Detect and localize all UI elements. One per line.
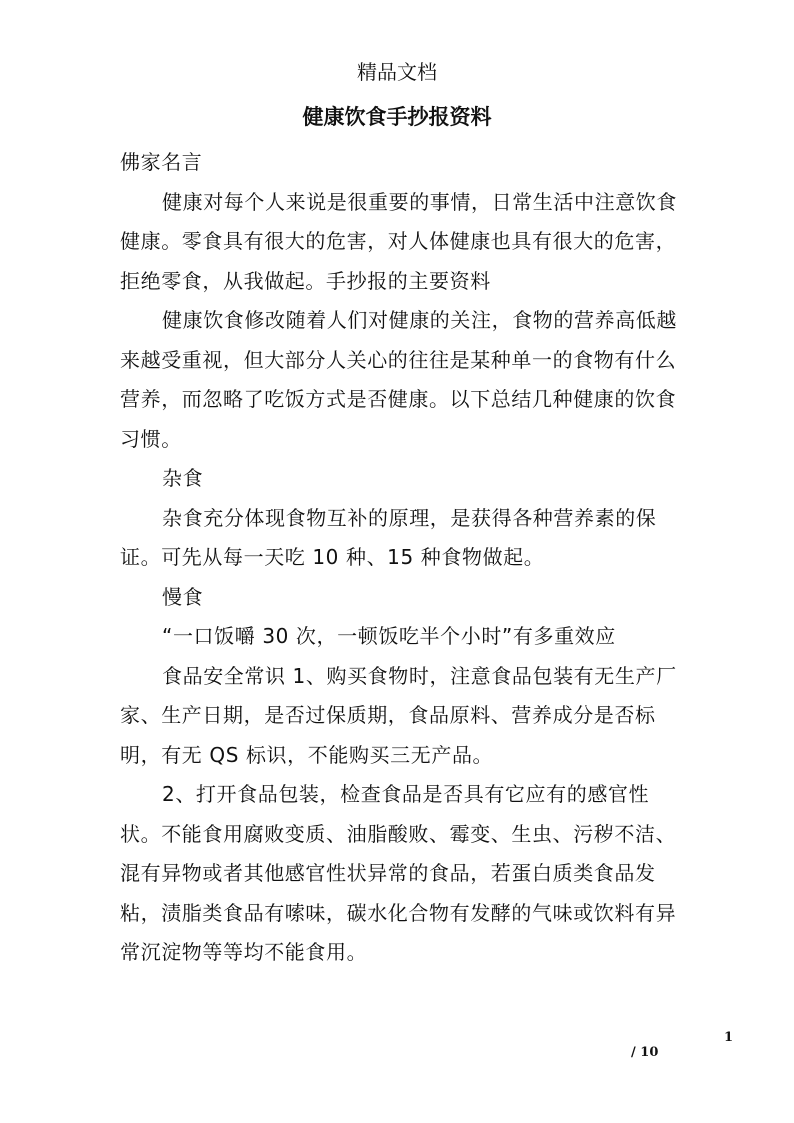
document-title: 健康饮食手抄报资料 <box>302 104 492 129</box>
paragraph: 杂食充分体现食物互补的原理，是获得各种营养素的保证。可先从每一天吃 10 种、15 种食物做起。 <box>120 505 657 569</box>
paragraph: 佛家名言 <box>120 150 203 174</box>
paragraph: 健康对每个人来说是很重要的事情，日常生活中注意饮食健康。零食具有很大的危害，对人体健康也具有很大的危害，拒绝零食，从我做起。手抄报的主要资料 <box>120 189 677 293</box>
section-heading: 慢食 <box>162 584 204 609</box>
paragraph: 2、打开食品包装，检查食品是否具有它应有的感官性状。不能食用腐败变质、油脂酸败、霉变、生虫、污秽不洁、混有异物或者其他感官性状异常的食品，若蛋白质类食品发粘，渍脂类食品有嗦味，碳水化合物有发酵的气味或饮料有异常沉淀物等等均不能食用。 <box>120 782 677 964</box>
page-total: / 10 <box>631 1045 659 1060</box>
page-number: 1 <box>724 1030 734 1045</box>
paragraph: 健康饮食修改随着人们对健康的关注，食物的营养高低越来越受重视，但大部分人关心的往往是某种单一的食物有什么营养，而忽略了吃饭方式是否健康。以下总结几种健康的饮食习惯。 <box>120 308 677 451</box>
document-body <box>120 143 678 973</box>
paragraph: “一口饭嚼 30 次，一顿饭吃半个小时”有多重效应 <box>162 624 616 648</box>
paragraph: 食品安全常识 1、购买食物时，注意食品包装有无生产厂家、生产日期，是否过保质期，食品原料、营养成分是否标明，有无 QS 标识，不能购买三无产品。 <box>120 663 677 767</box>
section-heading: 杂食 <box>162 466 204 490</box>
document-header: 精品文档 <box>357 60 437 84</box>
